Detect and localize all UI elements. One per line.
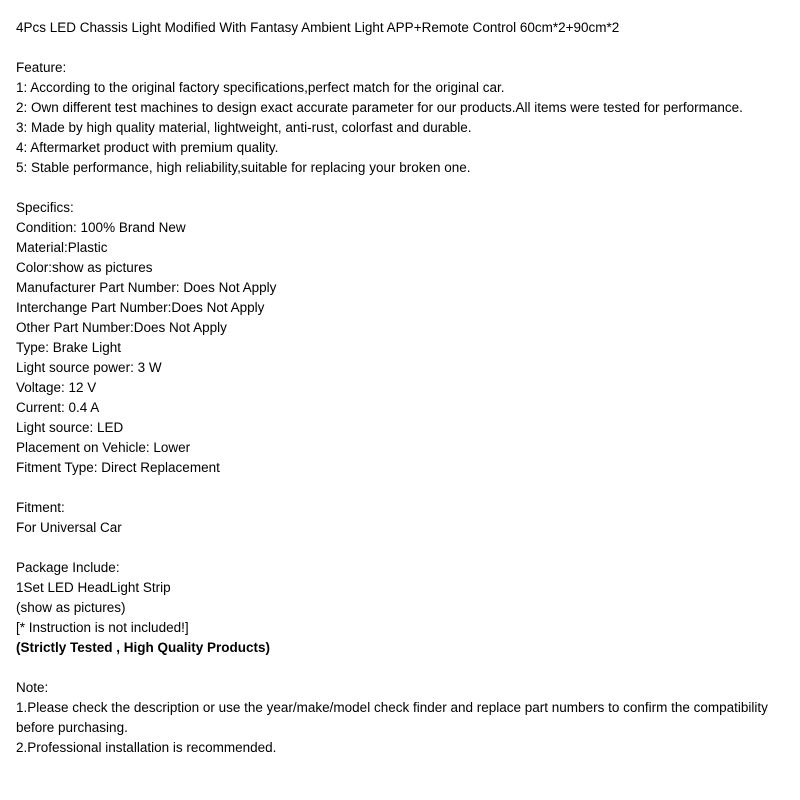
package-item: (show as pictures) — [16, 600, 126, 615]
feature-item: 3: Made by high quality material, lightweight, anti-rust, colorfast and durable. — [16, 120, 472, 135]
specifics-item: Condition: 100% Brand New — [16, 220, 186, 235]
specifics-item: Manufacturer Part Number: Does Not Apply — [16, 280, 277, 295]
spacer — [16, 38, 784, 58]
spacer — [16, 178, 784, 198]
specifics-item: Other Part Number:Does Not Apply — [16, 320, 227, 335]
specifics-item: Voltage: 12 V — [16, 380, 97, 395]
specifics-item: Interchange Part Number:Does Not Apply — [16, 300, 265, 315]
specifics-item: Material:Plastic — [16, 240, 108, 255]
package-item: [* Instruction is not included!] — [16, 620, 189, 635]
specifics-item: Color:show as pictures — [16, 260, 153, 275]
specifics-item: Type: Brake Light — [16, 340, 122, 355]
feature-item: 2: Own different test machines to design exact accurate parameter for our products.All items were tested for performance. — [16, 100, 743, 115]
specifics-heading: Specifics: — [16, 200, 74, 215]
fitment-item: For Universal Car — [16, 520, 122, 535]
specifics-item: Placement on Vehicle: Lower — [16, 440, 191, 455]
spacer — [16, 538, 784, 558]
fitment-heading: Fitment: — [16, 500, 65, 515]
specifics-item: Fitment Type: Direct Replacement — [16, 460, 220, 475]
feature-item: 1: According to the original factory specifications,perfect match for the original car. — [16, 80, 505, 95]
note-heading: Note: — [16, 680, 49, 695]
specifics-item: Current: 0.4 A — [16, 400, 100, 415]
specifics-item: Light source: LED — [16, 420, 124, 435]
spacer — [16, 658, 784, 678]
note-item: 1.Please check the description or use the year/make/model check finder and replace part numbers to confirm the compatibility before purchasing. — [16, 700, 772, 735]
note-item: 2.Professional installation is recommended. — [16, 740, 277, 755]
page-title: 4Pcs LED Chassis Light Modified With Fantasy Ambient Light APP+Remote Control 60cm*2+90cm*2 — [16, 20, 620, 35]
feature-heading: Feature: — [16, 60, 67, 75]
package-item: 1Set LED HeadLight Strip — [16, 580, 171, 595]
feature-item: 5: Stable performance, high reliability,suitable for replacing your broken one. — [16, 160, 471, 175]
package-quality-note: (Strictly Tested , High Quality Products) — [16, 640, 271, 655]
package-heading: Package Include: — [16, 560, 120, 575]
spacer — [16, 478, 784, 498]
feature-item: 4: Aftermarket product with premium quality. — [16, 140, 279, 155]
specifics-item: Light source power: 3 W — [16, 360, 162, 375]
